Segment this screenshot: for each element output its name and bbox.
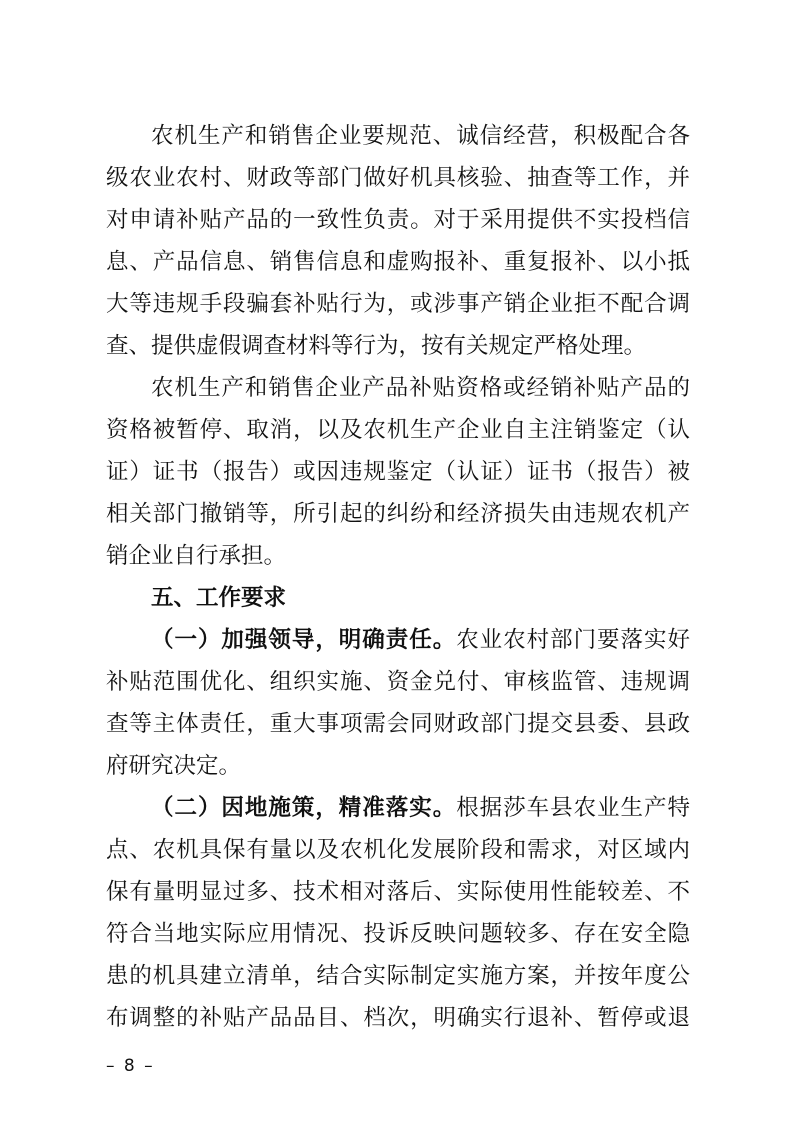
item-leadership-responsibility — [106, 619, 690, 787]
paragraph-producer-obligations — [106, 115, 690, 367]
section-heading: 五、工作要求 — [151, 585, 287, 611]
item-lead: （一）加强领导，明确责任。 — [151, 627, 457, 653]
item-local-measures — [106, 787, 690, 1039]
document-body — [106, 115, 690, 1039]
item-lead: （二）因地施策，精准落实。 — [151, 795, 457, 821]
paragraph-text: 农机生产和销售企业产品补贴资格或经销补贴产品的资格被暂停、取消，以及农机生产企业自主注销鉴定（认证）证书（报告）或因违规鉴定（认证）证书（报告）被相关部门撤销等，所引起的纠纷和经济损失由违规农机产销企业自行承担。 — [106, 375, 690, 569]
paragraph-subsidy-qualification — [106, 367, 690, 577]
paragraph-text: 农机生产和销售企业要规范、诚信经营，积极配合各级农业农村、财政等部门做好机具核验、抽查等工作，并对申请补贴产品的一致性负责。对于采用提供不实投档信息、产品信息、销售信息和虚购报补、重复报补、以小抵大等违规手段骗套补贴行为，或涉事产销企业拒不配合调查、提供虚假调查材料等行为，按有关规定严格处理。 — [106, 123, 690, 359]
item-text: 根据莎车县农业生产特点、农机具保有量以及农机化发展阶段和需求，对区域内保有量明显过多、技术相对落后、实际使用性能较差、不符合当地实际应用情况、投诉反映问题较多、存在安全隐患的机具建立清单，结合实际制定实施方案，并按年度公布调整的补贴产品品目、档次，明确实行退补、暂停或退 — [106, 795, 690, 1031]
item-text: 农业农村部门要落实好补贴范围优化、组织实施、资金兑付、审核监管、违规调查等主体责任，重大事项需会同财政部门提交县委、县政府研究决定。 — [106, 627, 690, 779]
page-number: – 8 – — [106, 1056, 155, 1076]
